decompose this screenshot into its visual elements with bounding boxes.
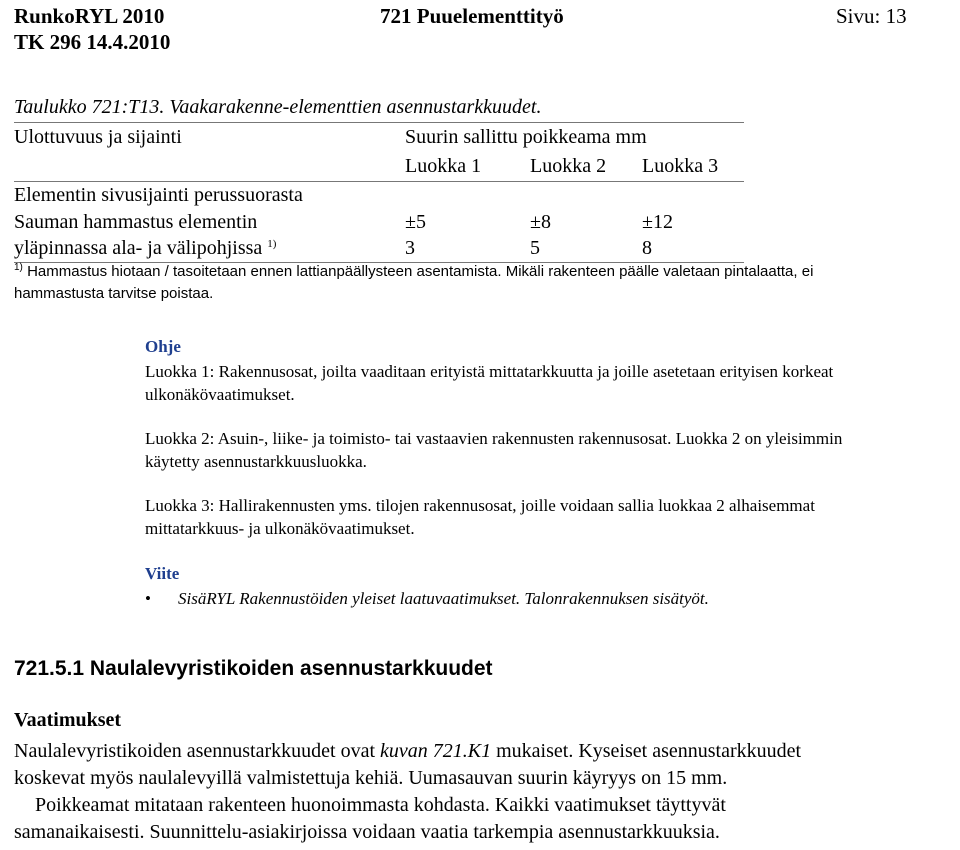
header-chapter: 721 Puuelementtityö <box>380 4 564 28</box>
table-row2-label-wrap <box>14 237 276 260</box>
table-group-header: Suurin sallittu poikkeama mm <box>405 126 647 148</box>
guide-p2-line2: käytetty asennustarkkuusluokka. <box>145 452 367 471</box>
header-page: Sivu: 13 <box>836 4 907 28</box>
guide-p1-line2: ulkonäkövaatimukset. <box>145 385 295 404</box>
footnote-mark: 1) <box>14 262 23 273</box>
guide-p3-line2: mittatarkkuus- ja ulkonäkövaatimukset. <box>145 519 415 538</box>
class-header-1: Luokka 1 <box>405 155 482 177</box>
table-row2-value-3: 8 <box>642 237 652 259</box>
table-row2-value-2: 5 <box>530 237 540 259</box>
section-line-1 <box>14 740 801 763</box>
header-doc-date: TK 296 14.4.2010 <box>14 30 171 54</box>
header-doc-title: RunkoRYL 2010 <box>14 4 165 28</box>
table-row1-value-2: ±8 <box>530 211 551 233</box>
guide-p3-line1: Luokka 3: Hallirakennusten yms. tilojen rakennusosat, joille voidaan sallia luokkaa 2 alhaisemmat <box>145 496 815 515</box>
footnote-text-1: Hammastus hiotaan / tasoitetaan ennen lattianpäällysteen asentamista. Mikäli rakenteen päälle valetaan pintalaatta, ei <box>27 263 814 280</box>
table-row1-label: Sauman hammastus elementin <box>14 211 258 233</box>
table-row1-value-3: ±12 <box>642 211 673 233</box>
reference-title: Viite <box>145 564 180 583</box>
section-line-1a: Naulalevyristikoiden asennustarkkuudet ovat <box>14 740 381 762</box>
reference-bullet: • <box>145 589 151 608</box>
section-heading: 721.5.1 Naulalevyristikoiden asennustarkkuudet <box>14 657 493 680</box>
guide-title: Ohje <box>145 337 181 356</box>
section-line-2: koskevat myös naulalevyillä valmistettuja kehiä. Uumasauvan suurin käyryys on 15 mm. <box>14 767 728 789</box>
section-line-3: Poikkeamat mitataan rakenteen huonoimmasta kohdasta. Kaikki vaatimukset täyttyvät <box>35 794 726 816</box>
table-footnote-2: hammastusta tarvitse poistaa. <box>14 285 214 302</box>
guide-p2-line1: Luokka 2: Asuin-, liike- ja toimisto- tai vastaavien rakennusten rakennusosat. Luokka 2 on yleisimmin <box>145 429 843 448</box>
section-subheading: Vaatimukset <box>14 709 122 731</box>
table-row2-footnote-ref: 1) <box>267 238 277 250</box>
table-footnote-1 <box>14 263 813 280</box>
figure-link[interactable]: kuvan 721.K1 <box>380 740 492 762</box>
table-row1-value-1: ±5 <box>405 211 426 233</box>
table-top-rule <box>14 122 744 123</box>
reference-link[interactable]: SisäRYL Rakennustöiden yleiset laatuvaatimukset. Talonrakennuksen sisätyöt. <box>178 589 709 608</box>
guide-p1-line1: Luokka 1: Rakennusosat, joilta vaaditaan erityistä mittatarkkuutta ja joille asetetaan erityisen korkeat <box>145 362 834 381</box>
table-col-header: Ulottuvuus ja sijainti <box>14 126 182 148</box>
section-line-4: samanaikaisesti. Suunnittelu-asiakirjoissa voidaan vaatia tarkempia asennustarkkuuksia. <box>14 821 720 843</box>
section-line-1b: mukaiset. Kyseiset asennustarkkuudet <box>491 740 802 762</box>
table-header-rule <box>14 181 744 182</box>
table-caption: Taulukko 721:T13. Vaakarakenne-elementtien asennustarkkuudet. <box>14 96 542 118</box>
class-header-2: Luokka 2 <box>530 155 607 177</box>
class-header-3: Luokka 3 <box>642 155 719 177</box>
table-row2-label: yläpinnassa ala- ja välipohjissa <box>14 237 263 259</box>
table-row-group: Elementin sivusijainti perussuorasta <box>14 184 303 206</box>
table-row2-value-1: 3 <box>405 237 415 259</box>
